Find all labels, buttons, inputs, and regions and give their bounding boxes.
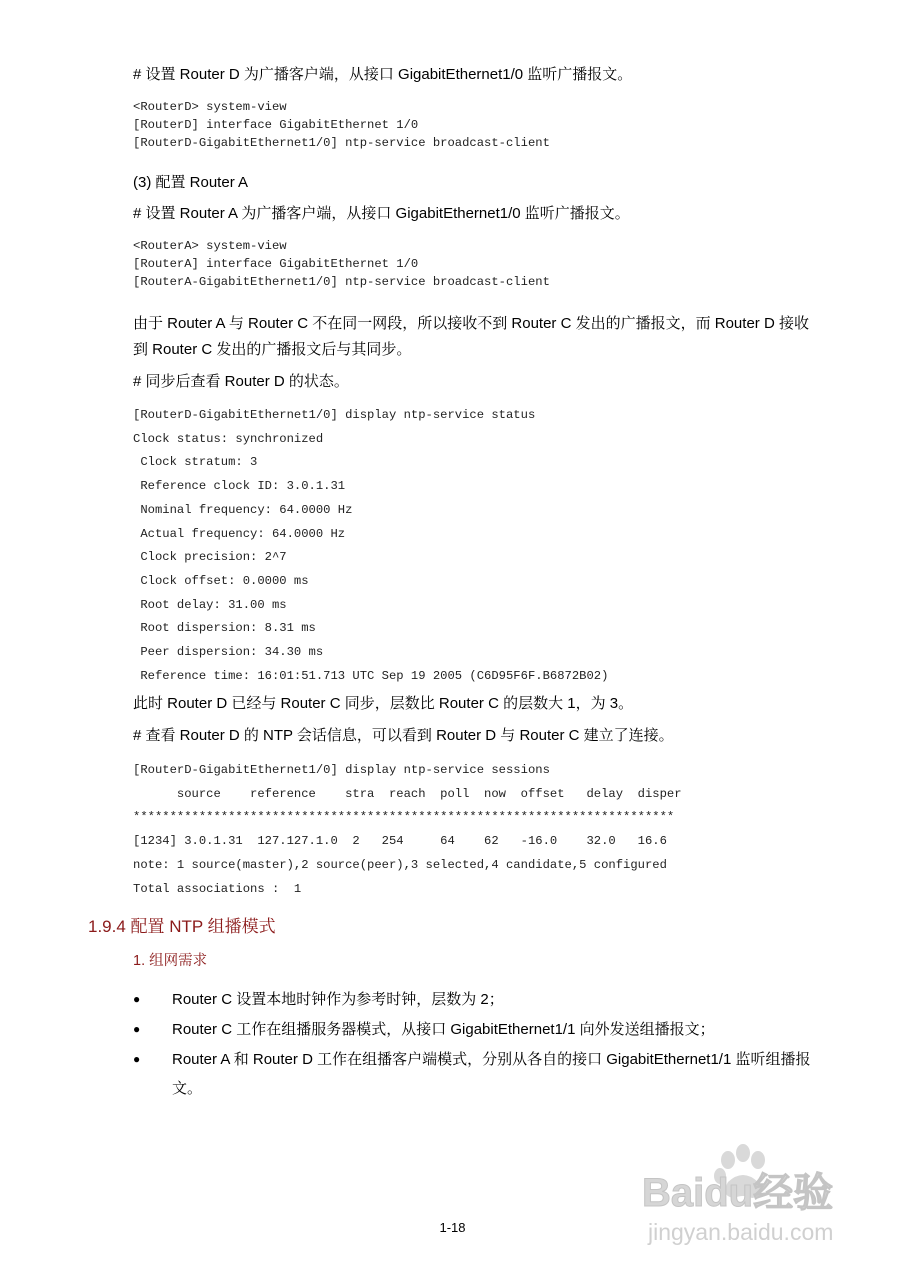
bullet-text: Router A 和 Router D 工作在组播客户端模式，分别从各自的接口 GigabitEthernet1/1 监听组播报文。 (172, 1051, 811, 1097)
instruction-view-status: # 同步后查看 Router D 的状态。 (133, 373, 349, 390)
watermark-brand: Baidu经验 (642, 1171, 834, 1215)
step-3-heading: (3) 配置 Router A (133, 174, 249, 191)
code-block-routerd-config: <RouterD> system-view [RouterD] interface GigabitEthernet 1/0 [RouterD-GigabitEthernet1/0] ntp-service broadcast-client (133, 100, 550, 150)
section-heading: 1.9.4 配置 NTP 组播模式 (88, 917, 276, 936)
instruction-view-sessions: # 查看 Router D 的 NTP 会话信息，可以看到 Router D 与 Router C 建立了连接。 (133, 727, 674, 744)
bullet-dot-icon: ● (133, 1052, 141, 1066)
code-block-ntp-sessions: [RouterD-GigabitEthernet1/0] display ntp-service sessions source reference stra reach poll now offset delay disper ************************************************************************** [1234] 3.0.1.31 127.127.1.0 2 254 64 62 -16.0 32.0 16.6 note: 1 source(master),2 source(peer),3 selected,4 candidate,5 configured Total associations : 1 (133, 763, 682, 896)
code-block-routera-config: <RouterA> system-view [RouterA] interface GigabitEthernet 1/0 [RouterA-GigabitEthernet1/0] ntp-service broadcast-client (133, 239, 550, 289)
watermark-url: jingyan.baidu.com (648, 1219, 834, 1245)
code-block-ntp-status: [RouterD-GigabitEthernet1/0] display ntp-service status Clock status: synchronized Clock stratum: 3 Reference clock ID: 3.0.1.31 Nominal frequency: 64.0000 Hz Actual frequency: 64.0000 Hz Clock precision: 2^7 Clock offset: 0.0000 ms Root delay: 31.00 ms Root dispersion: 8.31 ms Peer dispersion: 34.30 ms Reference time: 16:01:51.713 UTC Sep 19 2005 (C6D95F6F.B6872B02) (133, 408, 609, 683)
sync-result-text: 此时 Router D 已经与 Router C 同步，层数比 Router C 的层数大 1，为 3。 (133, 695, 634, 712)
subsection-heading: 1. 组网需求 (133, 953, 208, 969)
page-number: 1-18 (439, 1220, 466, 1235)
bullet-text: Router C 设置本地时钟作为参考时钟，层数为 2； (172, 991, 504, 1008)
instruction-set-routerd-client: # 设置 Router D 为广播客户端，从接口 GigabitEthernet1/0 监听广播报文。 (133, 66, 633, 83)
bullet-dot-icon: ● (133, 1022, 141, 1036)
bullet-text: Router C 工作在组播服务器模式，从接口 GigabitEthernet1/1 向外发送组播报文； (172, 1021, 715, 1038)
baidu-watermark-logo (640, 1140, 870, 1260)
bullet-dot-icon: ● (133, 992, 141, 1006)
explanation-paragraph: 由于 Router A 与 Router C 不在同一网段，所以接收不到 Router C 发出的广播报文，而 Router D 接收到 Router C 发出的广播报文后与其同步。 (133, 315, 809, 358)
instruction-set-routera-client: # 设置 Router A 为广播客户端，从接口 GigabitEthernet1/0 监听广播报文。 (133, 205, 630, 222)
